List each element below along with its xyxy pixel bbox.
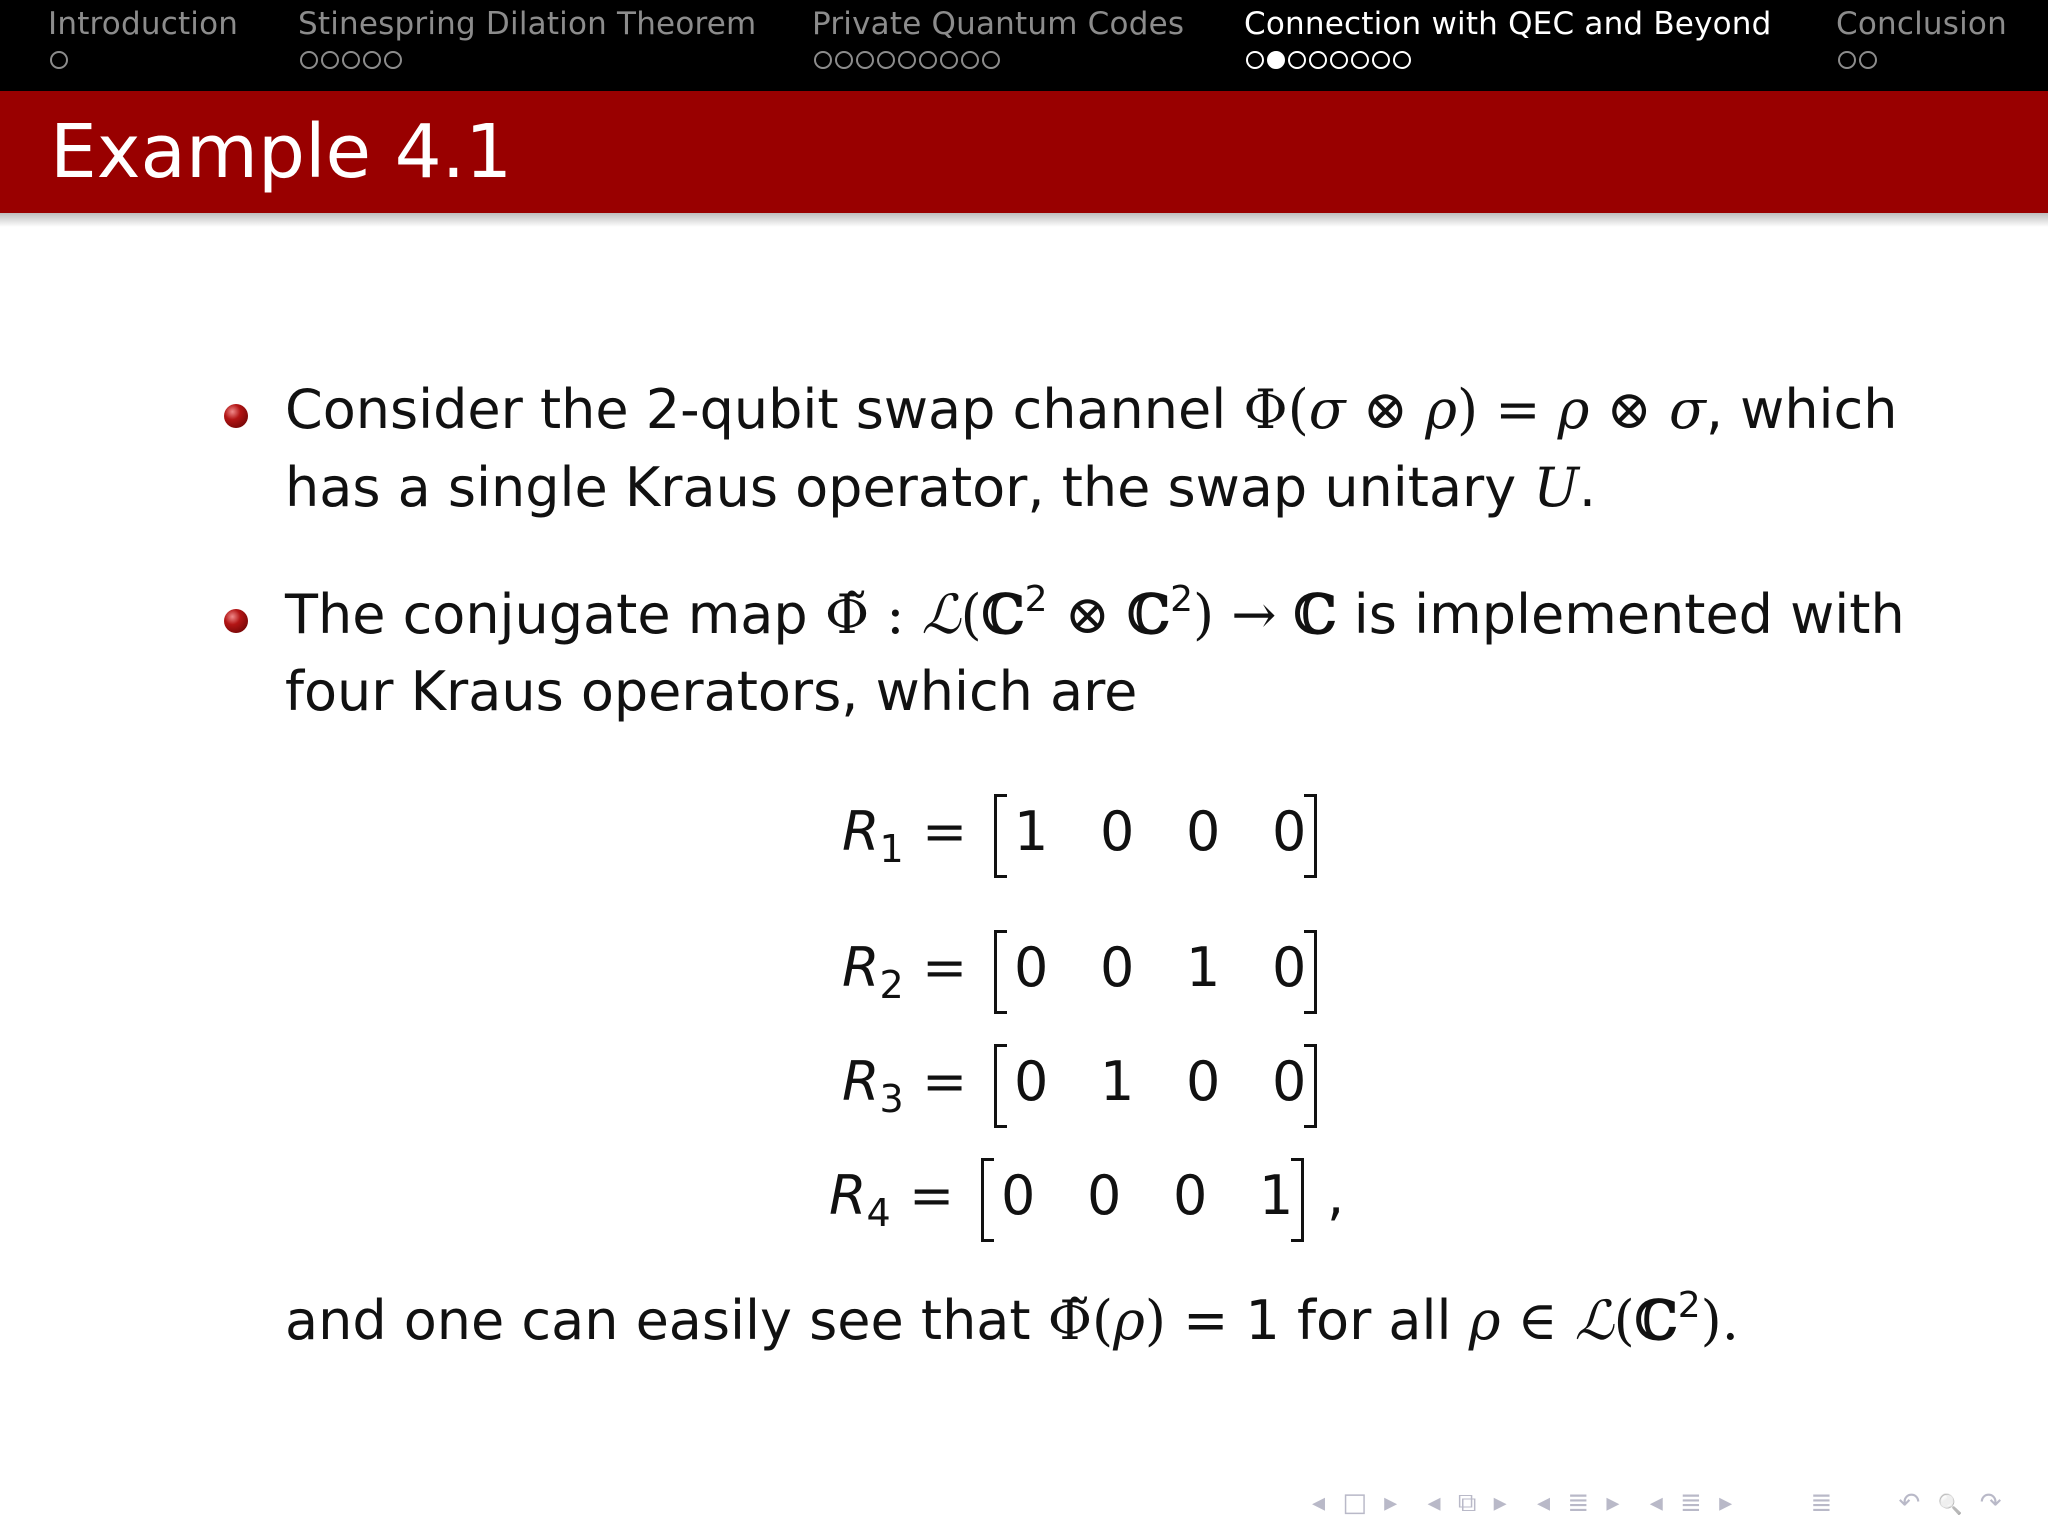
matrix-cell: 1 [1014,800,1049,863]
nav-next-frame-icon[interactable]: ▸ [1384,1488,1398,1518]
text: , which [1705,378,1898,441]
nav-back-icon[interactable]: ↶ [1898,1488,1921,1518]
matrix-cell: 0 [1186,800,1221,863]
superscript: 2 [1677,1285,1701,1326]
r-symbol: R [829,1164,867,1227]
nav-section-dots[interactable] [1838,51,1880,71]
eq-lhs [842,800,904,871]
nav-subsection-dot[interactable] [384,51,402,69]
text: has a single Kraus operator, the swap unitary [285,456,1534,519]
nav-subsection-dot[interactable] [1351,51,1369,69]
bullet-2-line-2 [285,660,1137,723]
left-bracket [981,1158,994,1242]
nav-next-section-icon[interactable]: ▸ [1606,1488,1620,1518]
paren: ( [1092,1289,1114,1352]
equals-sign: = [922,1050,968,1113]
matrix-cell: 0 [1186,1050,1221,1113]
phi-tilde-symbol: Φ̃ [1047,1289,1093,1352]
paren: ( [1287,378,1309,441]
sigma-symbol: σ [1668,378,1706,441]
nav-subsection-dot[interactable] [321,51,339,69]
nav-subsection-dot[interactable] [1393,51,1411,69]
text: Consider the 2-qubit swap channel [285,378,1244,441]
right-bracket [1304,930,1317,1014]
left-bracket [994,794,1007,878]
subscript: 1 [879,827,904,871]
matrix-cell: 0 [1272,936,1307,999]
nav-section-dots[interactable] [300,51,405,71]
matrix-cell: 0 [1014,1050,1049,1113]
nav-subsection-dot[interactable] [1267,51,1285,69]
superscript: 2 [1170,579,1193,620]
section-navigation [0,0,2048,91]
r-symbol: R [842,800,880,863]
complex-c-symbol: ℂ [1293,582,1337,646]
nav-subsection-dot[interactable] [1288,51,1306,69]
nav-subsection-dot[interactable] [877,51,895,69]
rho-symbol: ρ [1113,1289,1145,1352]
eq-lhs [842,1050,904,1121]
title-shadow [0,213,2048,227]
otimes-symbol: ⊗ [1589,378,1669,441]
text: is implemented with [1336,583,1905,646]
nav-appendix-icon[interactable]: ≣ [1810,1488,1833,1518]
eq-lhs [842,936,904,1007]
rho-symbol: ρ [1557,378,1590,441]
matrix-cell: 1 [1259,1164,1294,1227]
matrix-cell: 0 [1014,936,1049,999]
nav-subsection-dot[interactable] [856,51,874,69]
otimes-symbol: ⊗ [1047,583,1128,646]
nav-subsection-dot[interactable] [982,51,1000,69]
nav-subsection-dot[interactable] [919,51,937,69]
text: and one can easily see that [285,1289,1048,1352]
matrix-cell: 0 [1100,936,1135,999]
nav-subsection-dot[interactable] [1246,51,1264,69]
paren: ). [1700,1289,1739,1352]
closing-line [285,1285,1739,1352]
paren: ) [1144,1289,1166,1352]
nav-subsection-dot[interactable] [940,51,958,69]
otimes-symbol: ⊗ [1345,378,1426,441]
nav-subsection-dot[interactable] [835,51,853,69]
nav-subsection-dot[interactable] [363,51,381,69]
left-bracket [994,1044,1007,1128]
paren: ) [1193,583,1215,646]
text: The conjugate map [285,583,825,646]
text: . [1578,456,1597,519]
trailing-comma: , [1327,1164,1345,1227]
bullet-icon [224,404,248,428]
nav-subsection-dot[interactable] [961,51,979,69]
nav-subsection-dot[interactable] [50,51,68,69]
nav-subsection-dot[interactable] [1330,51,1348,69]
matrix-cell: 1 [1186,936,1221,999]
paren: ) [1456,378,1479,441]
arrow-symbol: → [1214,583,1294,646]
nav-section-title[interactable]: Introduction [48,6,239,42]
nav-section-title[interactable]: Connection with QEC and Beyond [1244,6,1772,42]
script-l-symbol: ℒ [1574,1289,1614,1352]
equation-r1 [842,800,1307,884]
frame-title-bar [0,91,2048,213]
r-symbol: R [842,936,880,999]
right-bracket [1304,794,1317,878]
nav-section-dots[interactable] [814,51,1003,71]
complex-c-symbol: ℂ [1127,582,1171,646]
bullet-1-line-2 [285,456,1596,519]
paren: ( [960,583,982,646]
bullet-2-line-1 [285,579,1905,646]
nav-forward-icon[interactable]: ↷ [1979,1488,2002,1518]
script-l-symbol: ℒ [921,583,961,646]
nav-subsection-dot[interactable] [342,51,360,69]
nav-prev-section-icon[interactable]: ◂ [1537,1488,1551,1518]
matrix-cell: 0 [1100,800,1135,863]
phi-symbol: Φ [1243,378,1288,441]
nav-subsection-dot[interactable] [300,51,318,69]
phi-tilde-symbol: Φ̃ [824,583,870,646]
nav-section-title[interactable]: Private Quantum Codes [812,6,1185,42]
complex-c-symbol: ℂ [1634,1288,1678,1352]
equation-r2 [842,936,1307,1020]
nav-prev-subsection-icon[interactable]: ◂ [1427,1488,1441,1518]
complex-c-symbol: ℂ [981,582,1025,646]
element-of-symbol: ∈ [1500,1289,1575,1352]
equation-r4 [829,1164,1345,1248]
nav-subsection-dot[interactable] [814,51,832,69]
nav-document-icon[interactable]: ≣ [1680,1488,1702,1518]
text: = 1 for all [1165,1289,1469,1352]
rho-symbol: ρ [1425,378,1457,441]
superscript: 2 [1024,579,1048,620]
text: four Kraus operators, which are [285,660,1138,723]
matrix-cell: 0 [1272,1050,1307,1113]
nav-prev-frame-icon[interactable]: ◂ [1312,1488,1326,1518]
eq-lhs [829,1164,891,1235]
matrix-cell: 0 [1087,1164,1122,1227]
matrix-cell: 0 [1173,1164,1208,1227]
frame-title: Example 4.1 [50,109,513,195]
nav-subsection-dot[interactable] [1838,51,1856,69]
sigma-symbol: σ [1308,378,1346,441]
matrix-cell: 0 [1272,800,1307,863]
subscript: 4 [866,1191,891,1235]
equals-sign: = [1478,378,1558,441]
nav-subsection-icon[interactable]: ⧉ [1457,1488,1477,1518]
bullet-1-line-1 [285,378,1897,441]
nav-section-title[interactable]: Conclusion [1836,6,2007,42]
nav-section-dots[interactable] [50,51,71,71]
paren: ( [1613,1289,1635,1352]
nav-section-title[interactable]: Stinespring Dilation Theorem [298,6,757,42]
nav-search-icon[interactable]: 🔍 [1937,1492,1963,1516]
nav-section-dots[interactable] [1246,51,1414,71]
equals-sign: = [922,800,968,863]
left-bracket [994,930,1007,1014]
colon: : [869,583,922,646]
nav-next-subsection-icon[interactable]: ▸ [1493,1488,1507,1518]
nav-section-icon[interactable]: ≣ [1567,1488,1590,1518]
r-symbol: R [842,1050,880,1113]
nav-subsection-dot[interactable] [1372,51,1390,69]
bullet-icon [224,609,248,633]
subscript: 2 [879,963,904,1007]
equation-r3 [842,1050,1307,1134]
matrix-cell: 1 [1100,1050,1135,1113]
equals-sign: = [922,936,968,999]
nav-frame-icon[interactable]: □ [1342,1488,1367,1518]
nav-subsection-dot[interactable] [1309,51,1327,69]
equals-sign: = [909,1164,955,1227]
beamer-navigation-symbols [1312,1488,2011,1524]
rho-symbol: ρ [1468,1289,1501,1352]
matrix-cell: 0 [1001,1164,1036,1227]
right-bracket [1304,1044,1317,1128]
unitary-symbol: U [1533,456,1579,519]
right-bracket [1291,1158,1304,1242]
nav-subsection-dot[interactable] [1859,51,1877,69]
nav-next-document-icon[interactable]: ▸ [1719,1488,1733,1518]
nav-prev-document-icon[interactable]: ◂ [1649,1488,1663,1518]
nav-subsection-dot[interactable] [898,51,916,69]
subscript: 3 [879,1077,904,1121]
